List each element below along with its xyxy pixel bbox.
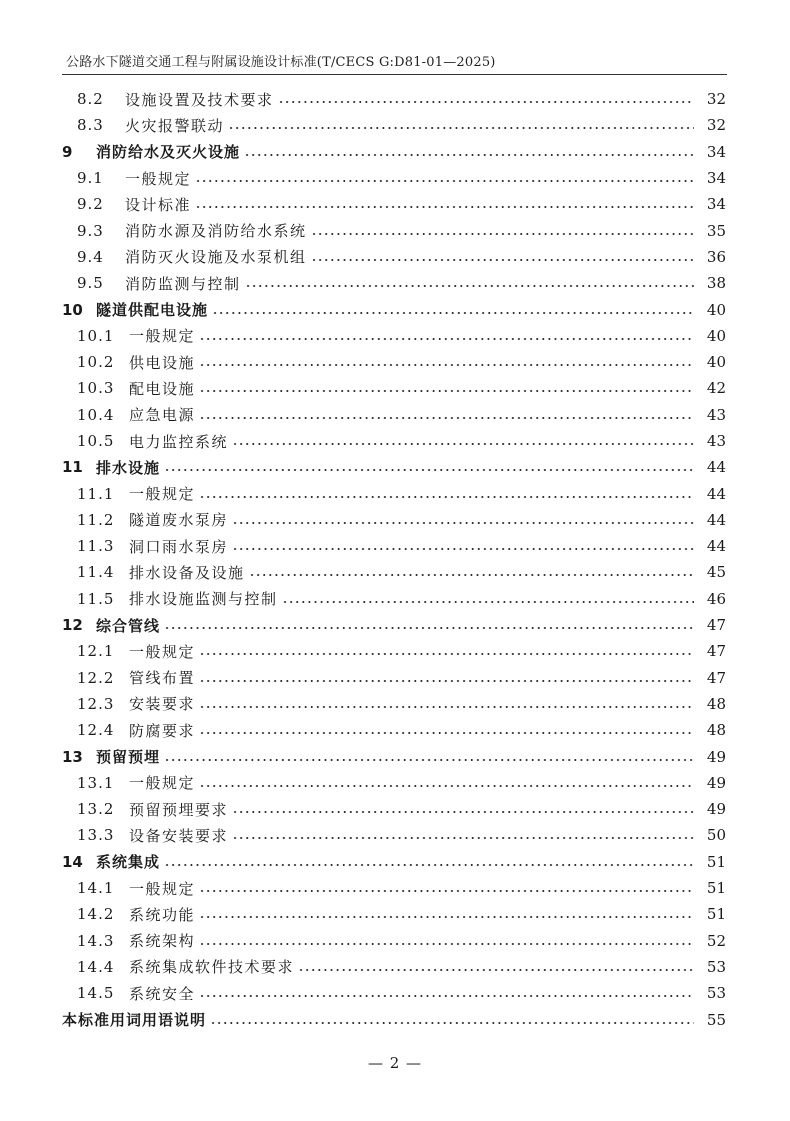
toc-entry-number: 10.1: [77, 326, 115, 345]
toc-chapter-entry[interactable]: [62, 296, 726, 322]
header-rule: [62, 74, 727, 75]
toc-section-entry[interactable]: [62, 375, 726, 401]
toc-entry-title: 一般规定: [125, 169, 192, 188]
toc-section-entry[interactable]: [62, 507, 726, 533]
toc-entry-number: 10.4: [77, 405, 115, 424]
toc-entry-title: 配电设施: [129, 379, 196, 398]
toc-entry-page: 48: [706, 721, 726, 740]
dot-leader: [199, 389, 694, 393]
toc-entry-title: 本标准用词用语说明: [62, 1011, 207, 1030]
toc-entry-page: 47: [706, 668, 726, 687]
toc-section-entry[interactable]: [62, 112, 726, 138]
toc-entry-page: 50: [706, 826, 726, 845]
toc-section-entry[interactable]: [62, 86, 726, 112]
toc-section-entry[interactable]: [62, 191, 726, 217]
toc-entry-title: 系统集成软件技术要求: [129, 958, 295, 977]
toc-entry-page: 43: [706, 405, 726, 424]
toc-entry-page: 49: [706, 800, 726, 819]
toc-entry-page: 32: [706, 90, 726, 109]
toc-entry-title: 综合管线: [96, 616, 161, 635]
toc-entry-page: 42: [706, 379, 726, 398]
dot-leader: [311, 232, 694, 236]
toc-chapter-entry[interactable]: [62, 139, 726, 165]
toc-section-entry[interactable]: [62, 480, 726, 506]
toc-entry-number: 14: [62, 852, 83, 871]
toc-section-entry[interactable]: [62, 691, 726, 717]
toc-entry-number: 11.3: [77, 537, 115, 556]
dot-leader: [199, 889, 694, 893]
toc-entry-number: 12.2: [77, 668, 115, 687]
dot-leader: [164, 626, 694, 630]
dot-leader: [232, 836, 694, 840]
dot-leader: [195, 205, 694, 209]
toc-entry-title: 设施设置及技术要求: [125, 90, 274, 109]
toc-entry-title: 排水设施监测与控制: [129, 590, 278, 609]
toc-entry-number: 12.1: [77, 642, 115, 661]
toc-entry-number: 10: [62, 300, 83, 319]
dot-leader: [199, 705, 694, 709]
toc-entry-number: 10.5: [77, 432, 115, 450]
toc-section-entry[interactable]: [62, 244, 726, 270]
toc-entry-title: 排水设施: [96, 458, 161, 477]
toc-entry-page: 51: [706, 852, 726, 871]
dot-leader: [199, 994, 694, 998]
toc-entry-page: 53: [706, 957, 726, 976]
dot-leader: [228, 126, 694, 130]
toc-section-entry[interactable]: [62, 875, 726, 901]
toc-entry-page: 49: [706, 773, 726, 792]
toc-entry-page: 40: [706, 353, 726, 372]
dot-leader: [195, 179, 694, 183]
toc-entry-title: 预留预埋要求: [129, 800, 229, 819]
toc-entry-title: 电力监控系统: [129, 432, 229, 451]
toc-entry-number: 13.1: [77, 773, 115, 792]
toc-entry-number: 9.5: [77, 274, 104, 293]
toc-section-entry[interactable]: [62, 217, 726, 243]
toc-entry-number: 14.3: [77, 931, 115, 950]
toc-entry-page: 46: [706, 589, 726, 608]
toc-entry-number: 13.2: [77, 800, 115, 819]
dot-leader: [199, 337, 694, 341]
toc-entry-title: 一般规定: [129, 327, 196, 346]
toc-entry-number: 11.2: [77, 510, 115, 529]
dot-leader: [210, 1021, 694, 1025]
toc-entry-page: 43: [706, 432, 726, 450]
toc-entry-number: 14.5: [77, 984, 115, 1003]
dot-leader: [199, 363, 694, 367]
toc-chapter-entry[interactable]: [62, 1006, 726, 1032]
toc-entry-title: 防腐要求: [129, 721, 196, 740]
toc-entry-title: 系统安全: [129, 984, 196, 1003]
toc-section-entry[interactable]: [62, 586, 726, 612]
toc-section-entry[interactable]: [62, 796, 726, 822]
toc-entry-number: 14.1: [77, 879, 115, 898]
toc-entry-number: 9.3: [77, 221, 104, 240]
toc-entry-title: 隧道废水泵房: [129, 511, 229, 530]
dot-leader: [199, 942, 694, 946]
page-number: — 2 —: [367, 1054, 423, 1072]
dot-leader: [311, 258, 694, 262]
toc-entry-number: 9.1: [77, 169, 104, 188]
toc-entry-title: 设备安装要求: [129, 826, 229, 845]
toc-entry-number: 11.5: [77, 589, 115, 608]
toc-entry-number: 13: [62, 747, 83, 766]
toc-entry-number: 14.2: [77, 905, 115, 924]
toc-entry-page: 53: [706, 984, 726, 1003]
dot-leader: [199, 416, 694, 420]
toc-section-entry[interactable]: [62, 770, 726, 796]
toc-entry-title: 隧道供配电设施: [96, 301, 209, 320]
toc-entry-title: 一般规定: [129, 485, 196, 504]
toc-entry-title: 预留预埋: [96, 748, 161, 767]
dot-leader: [245, 284, 694, 288]
toc-entry-page: 44: [706, 537, 726, 556]
running-header: 公路水下隧道交通工程与附属设施设计标准(T/CECS G:D81-01—2025): [66, 55, 496, 70]
toc-entry-page: 34: [706, 142, 726, 161]
toc-entry-title: 安装要求: [129, 695, 196, 714]
toc-entry-number: 14.4: [77, 957, 115, 976]
toc-entry-page: 51: [706, 879, 726, 898]
toc-entry-number: 9: [62, 142, 73, 161]
toc-entry-number: 9.2: [77, 195, 104, 214]
toc-entry-page: 38: [706, 274, 726, 293]
dot-leader: [249, 573, 694, 577]
toc-entry-page: 44: [706, 484, 726, 503]
toc-entry-title: 排水设备及设施: [129, 563, 245, 582]
toc-entry-page: 45: [706, 563, 726, 582]
toc-section-entry[interactable]: [62, 270, 726, 296]
toc-entry-title: 一般规定: [129, 642, 196, 661]
dot-leader: [298, 968, 694, 972]
dot-leader: [232, 442, 694, 446]
toc-entry-number: 10.2: [77, 353, 115, 372]
toc-entry-title: 消防监测与控制: [125, 274, 241, 293]
toc-section-entry[interactable]: [62, 428, 726, 454]
toc-entry-title: 一般规定: [129, 879, 196, 898]
dot-leader: [199, 652, 694, 656]
dot-leader: [164, 468, 694, 472]
toc-entry-number: 12: [62, 616, 83, 635]
dot-leader: [282, 600, 694, 604]
toc-entry-page: 35: [706, 221, 726, 240]
toc-entry-page: 40: [706, 326, 726, 345]
dot-leader: [232, 547, 694, 551]
toc-entry-page: 44: [706, 510, 726, 529]
toc-entry-page: 51: [706, 905, 726, 924]
toc-entry-page: 52: [706, 931, 726, 950]
toc-entry-page: 36: [706, 247, 726, 266]
toc-entry-number: 9.4: [77, 247, 104, 266]
toc-entry-page: 47: [706, 616, 726, 635]
toc-section-entry[interactable]: [62, 323, 726, 349]
toc-chapter-entry[interactable]: [62, 454, 726, 480]
dot-leader: [199, 915, 694, 919]
toc-entry-page: 55: [706, 1010, 726, 1029]
dot-leader: [164, 758, 694, 762]
dot-leader: [199, 679, 694, 683]
toc-entry-page: 32: [706, 116, 726, 135]
toc-section-entry[interactable]: [62, 402, 726, 428]
dot-leader: [199, 731, 694, 735]
toc-entry-page: 47: [706, 642, 726, 661]
toc-section-entry[interactable]: [62, 349, 726, 375]
toc-section-entry[interactable]: [62, 717, 726, 743]
dot-leader: [278, 100, 694, 104]
dot-leader: [244, 153, 694, 157]
toc-entry-title: 系统功能: [129, 905, 196, 924]
toc-section-entry[interactable]: [62, 533, 726, 559]
toc-entry-title: 火灾报警联动: [125, 116, 225, 135]
dot-leader: [164, 863, 694, 867]
toc-entry-page: 34: [706, 195, 726, 214]
toc-entry-title: 设计标准: [125, 195, 192, 214]
toc-entry-title: 消防水源及消防给水系统: [125, 222, 307, 241]
dot-leader: [199, 784, 694, 788]
toc-entry-page: 48: [706, 694, 726, 713]
toc-section-entry[interactable]: [62, 901, 726, 927]
toc-section-entry[interactable]: [62, 928, 726, 954]
toc-entry-page: 34: [706, 169, 726, 188]
toc-entry-number: 11.1: [77, 484, 115, 503]
toc-entry-title: 洞口雨水泵房: [129, 537, 229, 556]
toc-section-entry[interactable]: [62, 822, 726, 848]
toc-section-entry[interactable]: [62, 954, 726, 980]
toc-entry-title: 消防给水及灭火设施: [96, 143, 241, 162]
toc-entry-title: 应急电源: [129, 406, 196, 425]
toc-entry-page: 44: [706, 458, 726, 477]
toc-entry-number: 10.3: [77, 379, 115, 398]
toc-entry-number: 13.3: [77, 826, 115, 845]
toc-section-entry[interactable]: [62, 559, 726, 585]
toc-chapter-entry[interactable]: [62, 612, 726, 638]
toc-section-entry[interactable]: [62, 665, 726, 691]
toc-entry-title: 一般规定: [129, 774, 196, 793]
toc-section-entry[interactable]: [62, 165, 726, 191]
toc-entry-title: 供电设施: [129, 353, 196, 372]
toc-section-entry[interactable]: [62, 638, 726, 664]
toc-entry-title: 管线布置: [129, 669, 196, 688]
dot-leader: [232, 810, 694, 814]
toc-entry-number: 8.3: [77, 116, 104, 135]
toc-section-entry[interactable]: [62, 980, 726, 1006]
toc-entry-page: 49: [706, 747, 726, 766]
toc-entry-number: 8.2: [77, 90, 104, 109]
toc-entry-number: 12.3: [77, 694, 115, 713]
toc-entry-page: 40: [706, 300, 726, 319]
toc-entry-title: 消防灭火设施及水泵机组: [125, 248, 307, 267]
table-of-contents: [62, 86, 726, 1033]
toc-entry-title: 系统集成: [96, 853, 161, 872]
dot-leader: [199, 495, 694, 499]
toc-chapter-entry[interactable]: [62, 849, 726, 875]
toc-entry-number: 12.4: [77, 721, 115, 740]
dot-leader: [232, 521, 694, 525]
toc-entry-title: 系统架构: [129, 932, 196, 951]
toc-entry-number: 11.4: [77, 563, 115, 582]
toc-chapter-entry[interactable]: [62, 743, 726, 769]
toc-entry-number: 11: [62, 458, 83, 477]
dot-leader: [212, 311, 694, 315]
